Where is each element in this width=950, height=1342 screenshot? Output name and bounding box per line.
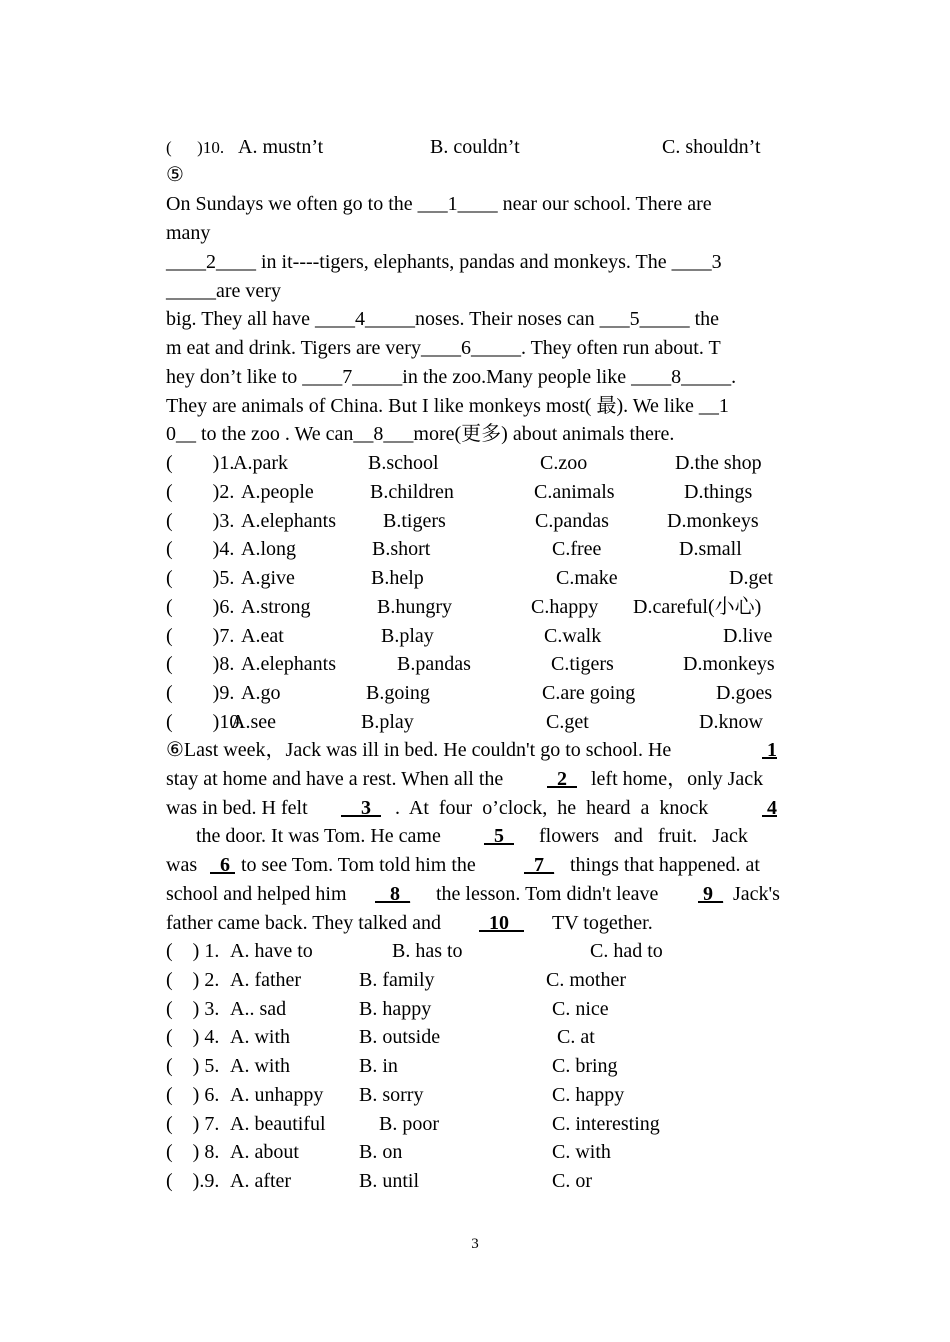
passage-line: ____2____ in it----tigers, elephants, pandas and monkeys. The ____3 <box>166 251 722 273</box>
passage-text: left home，only Jack <box>591 768 764 790</box>
s6-passage-line <box>166 822 786 851</box>
option-a: A. mustn’t <box>238 136 324 158</box>
option-d: D.small <box>679 538 742 560</box>
option-b: B.hungry <box>377 596 452 618</box>
option-b: B. in <box>359 1055 398 1077</box>
option-c: C.animals <box>534 481 615 503</box>
option-d: D.get <box>729 567 773 589</box>
question-number: ( ) 1. <box>166 940 220 962</box>
option-b: B. happy <box>359 998 432 1020</box>
option-a: A. after <box>230 1170 292 1192</box>
blank-3: _3 <box>341 797 381 819</box>
option-c: C.pandas <box>535 510 609 532</box>
option-b: B.help <box>371 567 424 589</box>
blank-7: 7_ <box>524 854 554 876</box>
passage-text: was <box>166 854 198 876</box>
option-b: B.pandas <box>397 653 471 675</box>
question-number: ( )7. <box>166 625 235 647</box>
question-number: ( )8. <box>166 653 235 675</box>
option-c: C. with <box>552 1141 611 1163</box>
option-d: D.know <box>699 711 763 733</box>
option-d: D.goes <box>716 682 773 704</box>
page-number: 3 <box>471 1236 479 1252</box>
s6-question-row <box>166 1023 786 1052</box>
option-c: C.zoo <box>540 452 588 474</box>
option-a: A.strong <box>241 596 311 618</box>
option-c: C. had to <box>590 940 663 962</box>
option-c: C. at <box>557 1026 595 1048</box>
option-d: D.the shop <box>675 452 762 474</box>
option-c: C.happy <box>531 596 599 618</box>
option-c: C. interesting <box>552 1113 660 1135</box>
option-c: C.walk <box>544 625 602 647</box>
option-d: D.things <box>684 481 753 503</box>
s6-question-row <box>166 1052 786 1081</box>
option-b: B. couldn’t <box>430 136 520 158</box>
option-c: C. happy <box>552 1084 625 1106</box>
passage-text: Jack's <box>733 883 780 905</box>
s6-question-row <box>166 995 786 1024</box>
option-d: D.live <box>723 625 773 647</box>
option-b: B. on <box>359 1141 403 1163</box>
option-a: A. with <box>230 1026 290 1048</box>
option-b: B. sorry <box>359 1084 424 1106</box>
s5-question-row <box>166 478 786 507</box>
option-a: A. beautiful <box>230 1113 326 1135</box>
blank-8: _8_ <box>375 883 410 905</box>
question-number: ( )6. <box>166 596 235 618</box>
question-number: ( )2. <box>166 481 235 503</box>
option-b: B.play <box>381 625 434 647</box>
s6-question-row <box>166 937 786 966</box>
option-a: A.. sad <box>230 998 287 1020</box>
s6-question-row <box>166 1110 786 1139</box>
question-number: ( ) 7. <box>166 1113 220 1135</box>
s6-passage-line <box>166 794 786 823</box>
question-number: ( ) 4. <box>166 1026 220 1048</box>
passage-text: flowers and fruit. Jack <box>524 825 748 847</box>
option-a: A.park <box>233 452 288 474</box>
passage-line: They are animals of China. But I like monkeys most( 最). We like __1 <box>166 395 729 417</box>
option-b: B. outside <box>359 1026 441 1048</box>
s6-question-row <box>166 1081 786 1110</box>
s6-passage-line <box>166 851 786 880</box>
option-d: D.careful(小心) <box>633 596 762 618</box>
option-c: C.get <box>546 711 589 733</box>
s6-passage-line <box>166 880 786 909</box>
passage-line: On Sundays we often go to the ___1____ near our school. There are <box>166 193 712 215</box>
option-a: A.long <box>241 538 296 560</box>
s5-question-row <box>166 564 786 593</box>
passage-line: _____are very <box>166 280 281 302</box>
blank-6: 6 <box>210 854 235 876</box>
option-c: C. mother <box>546 969 626 991</box>
blank-2: 2 <box>547 768 577 790</box>
question-number: ( ) 2. <box>166 969 220 991</box>
section5-marker <box>166 161 786 190</box>
option-c: C. nice <box>552 998 609 1020</box>
blank-1: 1 <box>762 739 777 761</box>
option-c: C. or <box>552 1170 592 1192</box>
blank-9: 9_ <box>698 883 723 905</box>
passage-text: things that happened. at <box>570 854 760 876</box>
s6-passage-line <box>166 736 786 765</box>
s5-question-row <box>166 622 786 651</box>
question-number: ( ) 5. <box>166 1055 220 1077</box>
question-number: ( )10. <box>166 138 225 157</box>
s6-passage-line <box>166 909 786 938</box>
s5-question-row <box>166 708 786 737</box>
option-a: A.give <box>241 567 295 589</box>
option-b: B. until <box>359 1170 420 1192</box>
s5-question-row <box>166 535 786 564</box>
question-number: ( ) 8. <box>166 1141 220 1163</box>
option-d: D.monkeys <box>667 510 759 532</box>
s5-question-row <box>166 449 786 478</box>
question-number: ( )9. <box>166 682 235 704</box>
option-b: B.short <box>372 538 431 560</box>
s6-question-row <box>166 1167 786 1196</box>
option-a: A. with <box>230 1055 290 1077</box>
passage-text: was in bed. H felt <box>166 797 308 819</box>
option-a: A.see <box>231 711 276 733</box>
passage-line: hey don’t like to ____7_____in the zoo.Many people like ____8_____. <box>166 366 737 388</box>
passage-text: school and helped him <box>166 883 347 905</box>
option-b: B.children <box>370 481 454 503</box>
s5-question-row <box>166 593 786 622</box>
passage-line: big. They all have ____4_____noses. Their noses can ___5_____ the <box>166 308 720 330</box>
option-a: A. father <box>230 969 302 991</box>
passage-line: many <box>166 222 211 244</box>
passage-text: ⑥Last week，Jack was ill in bed. He couldn't go to school. He <box>166 739 672 761</box>
option-b: B.play <box>361 711 414 733</box>
blank-10: 10 <box>479 912 524 934</box>
option-a: A.eat <box>241 625 284 647</box>
option-a: A.elephants <box>241 510 336 532</box>
option-b: B. family <box>359 969 435 991</box>
option-a: A.go <box>241 682 281 704</box>
option-c: C.are going <box>542 682 636 704</box>
s5-question-row <box>166 679 786 708</box>
s6-question-row <box>166 966 786 995</box>
option-c: C. shouldn’t <box>662 136 761 158</box>
question-number: ( ) 6. <box>166 1084 220 1106</box>
option-b: B. poor <box>379 1113 439 1135</box>
blank-5: 5 <box>484 825 514 847</box>
option-b: B.school <box>368 452 439 474</box>
passage-text: the door. It was Tom. He came <box>166 825 441 847</box>
option-b: B. has to <box>392 940 463 962</box>
question-number: ( )4. <box>166 538 235 560</box>
option-b: B.going <box>366 682 430 704</box>
blank-4: 4 <box>762 797 777 819</box>
s5-question-row <box>166 507 786 536</box>
s5-question-row <box>166 650 786 679</box>
passage-text: to see Tom. Tom told him the <box>241 854 476 876</box>
option-a: A. about <box>230 1141 299 1163</box>
s6-question-row <box>166 1138 786 1167</box>
passage-line: 0__ to the zoo . We can__8___more(更多) about animals there. <box>166 423 675 445</box>
section-number: ⑤ <box>166 164 184 186</box>
option-d: D.monkeys <box>683 653 775 675</box>
passage-text: the lesson. Tom didn't leave <box>436 883 659 905</box>
question-number: ( )5. <box>166 567 235 589</box>
passage-text: . At four o’clock, he heard a knock <box>395 797 709 819</box>
passage-line: m eat and drink. Tigers are very____6_____. They often run about. T <box>166 337 721 359</box>
question-number: ( )3. <box>166 510 235 532</box>
s6-passage-line <box>166 765 786 794</box>
option-a: A.people <box>241 481 314 503</box>
question-number: ( )1. <box>166 452 235 474</box>
s4-question-10 <box>166 133 786 162</box>
passage-text: stay at home and have a rest. When all the <box>166 768 504 790</box>
option-c: C. bring <box>552 1055 618 1077</box>
question-number: ( ).9. <box>166 1170 220 1192</box>
option-c: C.free <box>552 538 602 560</box>
option-b: B.tigers <box>383 510 446 532</box>
passage-text: TV together. <box>552 912 653 934</box>
option-a: A. have to <box>230 940 313 962</box>
option-a: A.elephants <box>241 653 336 675</box>
passage-text: father came back. They talked and <box>166 912 442 934</box>
question-number: ( ) 3. <box>166 998 220 1020</box>
option-a: A. unhappy <box>230 1084 324 1106</box>
option-c: C.make <box>556 567 618 589</box>
question-number: ( )10. <box>166 711 245 733</box>
option-c: C.tigers <box>551 653 614 675</box>
